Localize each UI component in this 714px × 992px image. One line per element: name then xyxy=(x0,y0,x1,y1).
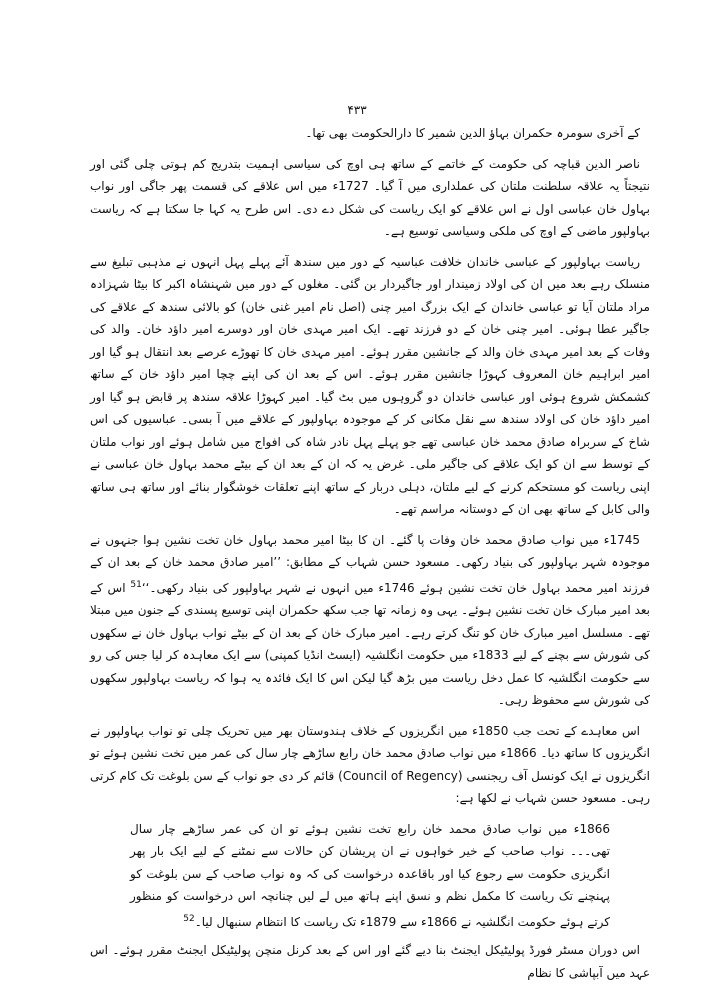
paragraph-bahawalpur-founding xyxy=(90,529,650,712)
paragraph-bahawalpur-founding-continued: اس کے بعد امیر مبارک خان تخت نشین ہوئے۔ یہی وہ زمانہ تھا جب سکھ حکمران اپنی توسیع پسندی کے جنون میں مبتلا تھے۔ مسلسل امیر مبارک خان کو تنگ کرتے رہے۔ امیر مبارک خان کے بعد ان کے بیٹے نواب بہاول خان نے سکھوں کی شورش سے بچنے کے لیے 1833ء میں حکومت انگلشیہ (ایسٹ انڈیا کمپنی) سے ایک معاہدہ کر لیا جس کی رو سے حکومت انگلشیہ کا عمل دخل ریاست میں بڑھ گیا لیکن اس کا ایک فائدہ یہ ہوا کہ ریاست بہاولپور سکھوں کی شورش سے محفوظ رہی۔ xyxy=(90,580,650,707)
paragraph-council-of-regency-text: اس معاہدے کے تحت جب 1850ء میں انگریزوں کے خلاف ہندوستان بھر میں تحریک چلی تو نواب بہاولپور نے انگریزوں کا ساتھ دیا۔ 1866ء میں نواب صادق محمد خان رابع ساڑھے چار سال کی عمر میں تخت نشین ہوئے تو انگریزوں نے ایک کونسل آف ریجنسی xyxy=(90,723,650,783)
footnote-marker-51: 51 xyxy=(130,579,142,590)
paragraph-council-of-regency-continued: قائم کر دی جو نواب کے سن بلوغت تک کام کرتی رہی۔ مسعود حسن شہاب نے لکھا ہے: xyxy=(90,768,650,805)
closing-line: اس دوران مسٹر فورڈ پولیٹیکل ایجنٹ بنا دیے گئے اور اس کے بعد کرنل منچن پولیٹیکل ایجنٹ مقرر ہوئے۔ اس عہد میں آبپاشی کا نظام xyxy=(90,943,650,980)
paragraph-ucch-history: ناصر الدین قباچہ کی حکومت کے خاتمے کے ساتھ ہی اوچ کی سیاسی اہمیت بتدریج کم ہوتی چلی گئی اور نتیجتاً یہ علاقہ سلطنت ملتان کی عملداری میں آ گیا۔ 1727ء میں اس علاقے کی قسمت پھر جاگی اور نواب بہاول خان عباسی اول نے اس علاقے کو ایک ریاست کی شکل دے دی۔ اس طرح یہ کہا جا سکتا ہے کہ ریاست بہاولپور ماضی کے اوچ کی ملکی وسیاسی توسیع ہے۔ xyxy=(90,156,650,238)
opening-line: کے آخری سومرہ حکمران بہاؤ الدین شمیر کا دارالحکومت بھی تھا۔ xyxy=(305,126,640,140)
footnote-marker-52: 52 xyxy=(183,913,195,924)
paragraph-abbasi-family: ریاست بہاولپور کے عباسی خاندان خلافت عباسیہ کے دور میں سندھ آئے پہلے پہل انہوں نے مذہبی تبلیغ سے منسلک رہے بعد میں ان کی اولاد زمیندار اور جاگیردار بن گئی۔ مغلوں کے دور میں شہنشاہ اکبر کا بیٹا شہزادہ مراد ملتان آیا تو عباسی خاندان کے ایک بزرگ امیر چنی (اصل نام امیر غنی خان) کو بالائی سندھ کے علاقے کی جاگیر عطا ہوئی۔ امیر چنی خان کے دو فرزند تھے۔ ایک امیر مہدی خان اور دوسرے امیر داؤد خان۔ والد کی وفات کے بعد امیر مہدی خان والد کے جانشین مقرر ہوئے۔ امیر مہدی خان کا تھوڑے عرصے بعد انتقال ہو گیا اور امیر ابراہیم خان المعروف کہوڑا جانشین مقرر ہوئے۔ اس کے بعد ان کی اپنے چچا امیر داؤد خان کے ساتھ کشمکش شروع ہوئی اور عباسی خاندان دو گروہوں میں بٹ گیا۔ امیر کہوڑا علاقہ سندھ پر قابض ہو گیا اور امیر داؤد خان کی اولاد سندھ سے نقل مکانی کر کے موجودہ بہاولپور کے علاقے میں آ بسی۔ عباسیوں کی اس شاخ کے سربراہ صادق محمد خان عباسی تھے جو پہلے پہل نادر شاہ کی افواج میں شامل ہوئے اور نواب ملتان کے توسط سے ان کو ایک علاقے کی جاگیر ملی۔ غرض یہ کہ ان کے بعد ان کے بیٹے محمد بہاول خان عباسی نے اپنی ریاست کو مستحکم کرنے کے لیے ملتان، دہلی دربار کے ساتھ اپنے تعلقات خوشگوار بنائے اور ساتھ ہی ساتھ والی کابل کے ساتھ بھی ان کے دوستانہ مراسم تھے۔ xyxy=(90,254,650,516)
block-quote xyxy=(130,818,610,934)
paragraph-council-of-regency xyxy=(90,720,650,810)
paragraph-bahawalpur-founding-text: 1745ء میں نواب صادق محمد خان وفات پا گئے۔ ان کا بیٹا امیر محمد بہاول خان تخت نشین ہوا جنہوں نے موجودہ شہر بہاولپور کی بنیاد رکھی۔ مسعود حسن شہاب کے مطابق: ’’امیر صادق محمد خان کے بعد ان کے فرزند امیر محمد بہاول خان تخت نشین ہوئے 1746ء میں انہوں نے شہر بہاولپور کی بنیاد رکھی۔‘‘ xyxy=(90,532,650,595)
page-number: ۴۳۳ xyxy=(347,103,367,117)
council-of-regency-latin: (Council of Regency) xyxy=(338,768,463,783)
body-text xyxy=(90,122,650,992)
block-quote-text: 1866ء میں نواب صادق محمد خان رابع تخت نشین ہوئے تو ان کی عمر ساڑھے چار سال تھی۔۔۔ نواب صاحب کے خیر خواہوں نے ان پریشان کن حالات سے نمٹنے کے لیے ایک بار پھر انگریزی حکومت سے رجوع کیا اور باقاعدہ درخواست کی کہ وہ نواب صاحب کے سن بلوغت کو پہنچنے تک ریاست کا مکمل نظم و نسق اپنے ہاتھ میں لے لیں چنانچہ اس درخواست کو منظور کرتے ہوئے حکومت انگلشیہ نے 1866ء سے 1879ء تک ریاست کا انتظام سنبھال لیا۔ xyxy=(130,821,610,929)
